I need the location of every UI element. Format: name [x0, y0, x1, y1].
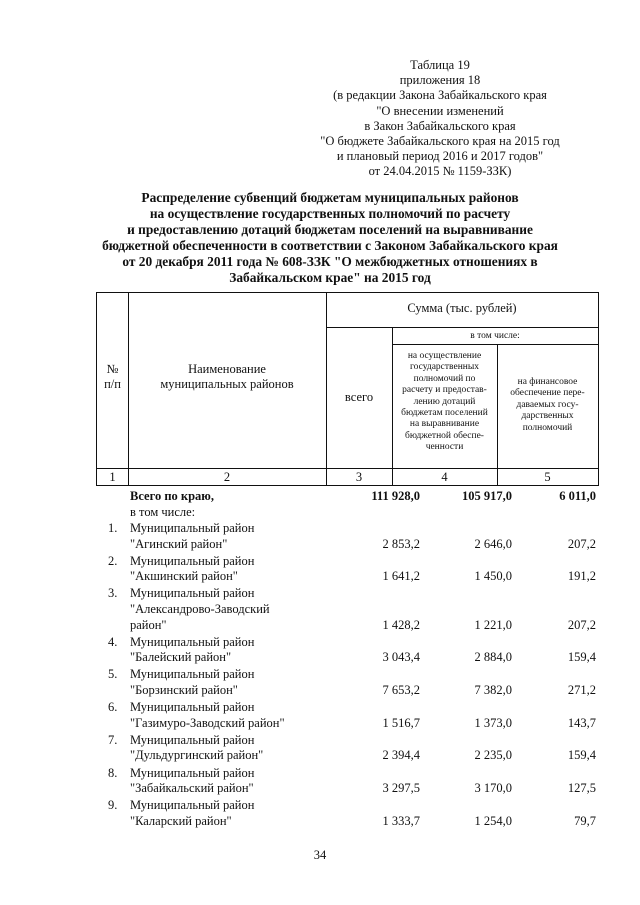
table-row — [96, 586, 596, 633]
district-name-line: Муниципальный район — [130, 634, 255, 649]
row-total: 1 516,7 — [382, 715, 420, 730]
total-row — [96, 489, 596, 523]
district-name-line: Муниципальный район — [130, 521, 255, 535]
header-col-a: на осуществление государственных полномочий по расчету и предостав- лению дотаций бюджетам поселений на выравнивание бюджетной обеспе- ченности — [401, 351, 488, 453]
row-number: 9. — [108, 798, 118, 813]
annotation-line: и плановый период 2016 и 2017 годов" — [336, 149, 544, 164]
table-row — [96, 521, 596, 552]
district-name-line: Муниципальный район — [130, 700, 255, 715]
row-a: 1 254,0 — [474, 813, 512, 828]
total-label: Всего по краю, — [130, 489, 214, 503]
row-number: 1. — [108, 521, 118, 535]
appendix-annotation — [300, 58, 580, 180]
title-line: от 20 декабря 2011 года № 608-ЗЗК "О межбюджетных отношениях в — [122, 254, 538, 269]
row-number: 2. — [108, 553, 118, 568]
table-row — [96, 766, 596, 797]
district-name-line: Муниципальный район — [130, 732, 255, 747]
header-including: в том числе: — [470, 331, 520, 341]
row-a: 1 221,0 — [474, 617, 512, 632]
total-sum: 111 928,0 — [371, 489, 420, 503]
district-name — [130, 700, 285, 731]
district-name — [130, 554, 254, 585]
district-name — [130, 586, 270, 633]
row-total: 7 653,2 — [382, 682, 420, 697]
row-a: 2 646,0 — [474, 536, 512, 551]
header-name: Наименование муниципальных районов — [160, 362, 294, 391]
table-row — [96, 554, 596, 585]
header-number: № п/п — [104, 362, 121, 391]
column-number-2: 2 — [223, 470, 231, 484]
district-name-line: Муниципальный район — [130, 798, 255, 813]
table-row — [96, 700, 596, 731]
annotation-line: "О внесении изменений — [376, 103, 504, 118]
district-name-line: "Агинский район" — [130, 536, 228, 551]
row-total: 2 853,2 — [382, 536, 420, 551]
table-row — [96, 733, 596, 764]
row-a: 3 170,0 — [474, 781, 512, 796]
row-b: 159,4 — [567, 748, 596, 763]
total-a: 105 917,0 — [462, 489, 512, 503]
table-row — [96, 798, 596, 829]
header-sum: Сумма (тыс. рублей) — [407, 301, 517, 315]
column-number-4: 4 — [441, 470, 448, 484]
row-total: 3 297,5 — [382, 781, 420, 796]
district-name-line: "Дульдургинский район" — [130, 748, 264, 763]
district-name-line: "Каларский район" — [130, 813, 232, 828]
title-line: Забайкальском крае" на 2015 год — [229, 270, 431, 285]
annotation-line: от 24.04.2015 № 1159-ЗЗК) — [368, 164, 512, 179]
row-b: 271,2 — [567, 682, 596, 697]
row-a: 7 382,0 — [474, 682, 512, 697]
district-name — [130, 733, 263, 764]
district-name — [130, 521, 254, 552]
row-total: 1 333,7 — [382, 813, 420, 828]
district-name-line: "Акшинский район" — [130, 569, 238, 584]
annotation-line: "О бюджете Забайкальского края на 2015 год — [320, 134, 560, 149]
table-row — [96, 667, 596, 698]
annotation-line: Таблица 19 — [410, 58, 470, 72]
row-number: 6. — [108, 700, 118, 715]
annotation-line: в Закон Забайкальского края — [364, 118, 516, 133]
header-col-b: на финансовое обеспечение пере- даваемых госу- дарственных полномочий — [510, 377, 585, 433]
district-name — [130, 798, 254, 829]
row-b: 191,2 — [567, 569, 596, 584]
district-name-line: Муниципальный район — [130, 553, 255, 568]
total-sub: в том числе: — [130, 504, 196, 519]
row-b: 207,2 — [567, 536, 596, 551]
district-name — [130, 635, 254, 666]
document-title — [100, 190, 560, 286]
district-name-line: "Борзинский район" — [130, 682, 238, 697]
table-row — [96, 635, 596, 666]
row-b: 143,7 — [567, 715, 596, 730]
title-line: бюджетной обеспеченности в соответствии с Законом Забайкальского края — [102, 238, 558, 253]
page-number: 34 — [313, 848, 327, 862]
row-a: 1 373,0 — [474, 715, 512, 730]
row-b: 159,4 — [567, 650, 596, 665]
row-a: 2 235,0 — [474, 748, 512, 763]
annotation-line: приложения 18 — [399, 73, 481, 88]
row-number: 8. — [108, 765, 118, 780]
row-number: 3. — [108, 586, 118, 601]
district-name-line: Муниципальный район — [130, 765, 255, 780]
row-b: 79,7 — [574, 813, 596, 828]
district-name-line: "Балейский район" — [130, 650, 232, 665]
total-b: 6 011,0 — [559, 489, 596, 503]
row-b: 127,5 — [567, 781, 596, 796]
row-total: 1 641,2 — [382, 569, 420, 584]
row-total: 3 043,4 — [382, 650, 420, 665]
column-number-3: 3 — [355, 470, 363, 484]
district-name-line: Муниципальный район — [130, 667, 255, 682]
title-line: на осуществление государственных полномочий по расчету — [149, 206, 511, 221]
row-b: 207,2 — [567, 617, 596, 632]
header-total: всего — [344, 390, 374, 404]
row-a: 2 884,0 — [474, 650, 512, 665]
title-line: и предоставлению дотаций бюджетам поселений на выравнивание — [127, 222, 533, 237]
district-name-line: район" — [130, 617, 167, 632]
row-total: 1 428,2 — [382, 617, 420, 632]
district-name-line: Муниципальный район — [130, 586, 255, 601]
district-name-line: "Газимуро-Заводский район" — [130, 715, 285, 730]
district-name-line: "Забайкальский район" — [130, 781, 254, 796]
annotation-line: (в редакции Закона Забайкальского края — [333, 88, 547, 103]
column-number-5: 5 — [544, 470, 551, 484]
district-name — [130, 766, 254, 797]
row-number: 7. — [108, 732, 118, 747]
column-number-1: 1 — [109, 470, 116, 484]
title-line: Распределение субвенций бюджетам муниципальных районов — [141, 190, 519, 205]
district-name — [130, 667, 254, 698]
row-a: 1 450,0 — [474, 569, 512, 584]
row-number: 5. — [108, 667, 118, 682]
row-total: 2 394,4 — [382, 748, 420, 763]
row-number: 4. — [108, 634, 118, 649]
district-name-line: "Александрово-Заводский — [130, 601, 270, 616]
